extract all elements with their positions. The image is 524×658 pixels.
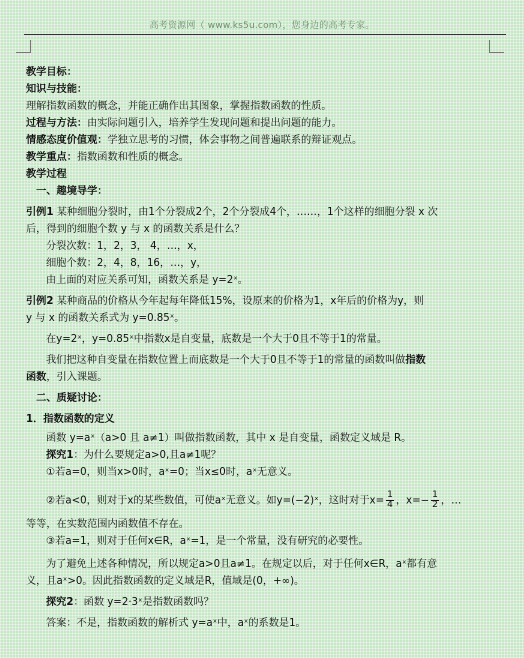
line-text: 等等，在实数范围内函数值不存在。 xyxy=(26,519,189,530)
line-text: 教学过程 xyxy=(26,169,67,180)
doc-line xyxy=(26,352,512,369)
line-emphasis: 指数 xyxy=(405,355,426,366)
line-label: 过程与方法： xyxy=(26,118,88,129)
line-text: ②若a<0，则对于x的某些数值，可使aˣ无意义。如y=(−2)ˣ，这时对于x= xyxy=(46,495,385,507)
margin-corner-right xyxy=(489,40,504,53)
doc-line xyxy=(26,98,512,115)
header-rule xyxy=(24,34,506,35)
doc-line xyxy=(26,293,512,310)
header-banner: 高考资源网（ www.ks5u.com），您身边的高考专家。 xyxy=(149,21,375,31)
fraction: $\frac{1}{4}$ xyxy=(387,490,393,510)
doc-line xyxy=(26,238,512,255)
line-text: 某种细胞分裂时，由1个分裂成2个，2个分裂成4个，……，1个这样的细胞分裂 x 次 xyxy=(53,207,438,218)
line-text: ，引入课题。 xyxy=(46,372,108,383)
document-body xyxy=(26,64,512,632)
doc-line xyxy=(26,183,512,200)
doc-line xyxy=(26,115,512,132)
line-text: 由上面的对应关系可知，函数关系是 y=2ˣ。 xyxy=(46,275,248,286)
doc-line xyxy=(26,369,512,386)
line-text: 我们把这种自变量在指数位置上而底数是一个大于0且不等于1的常量的函数叫做 xyxy=(46,355,406,366)
line-text: 指数函数和性质的概念。 xyxy=(76,152,189,163)
line-text: 细胞个数：2，4，8，16，…，y， xyxy=(46,258,207,269)
doc-line xyxy=(26,81,512,98)
line-label: 函数 xyxy=(26,372,47,383)
line-text: ，x=− xyxy=(395,495,430,507)
doc-line xyxy=(26,310,512,327)
line-text: 一、趣境导学： xyxy=(26,186,108,197)
doc-line xyxy=(26,132,512,149)
line-text: 理解指数函数的概念，并能正确作出其图象，掌握指数函数的性质。 xyxy=(26,101,332,112)
line-text: 由实际问题引入，培养学生发现问题和提出问题的能力。 xyxy=(87,118,342,129)
line-text: ①若a=0，则当x>0时，aˣ=0；当x≤0时，aˣ无意义。 xyxy=(46,467,298,478)
line-text: 知识与技能： xyxy=(26,84,88,95)
doc-line xyxy=(26,516,512,533)
doc-line xyxy=(26,556,512,573)
doc-line xyxy=(26,491,512,510)
doc-line xyxy=(26,464,512,481)
fraction: $\frac{1}{2}$ xyxy=(432,490,438,510)
line-label: 探究2 xyxy=(46,597,74,608)
line-text: 教学目标： xyxy=(26,67,77,78)
doc-line xyxy=(26,149,512,166)
line-text: ：为什么要规定a>0,且a≠1呢？ xyxy=(73,450,222,461)
line-text: 函数 y=aˣ（a>0 且 a≠1）叫做指数函数，其中 x 是自变量，函数定义域是 R。 xyxy=(46,433,412,444)
line-label: 情感态度价值观： xyxy=(26,135,108,146)
line-text: 为了避免上述各种情况，所以规定a>0且a≠1。在规定以后，对于任何x∈R，aˣ都有意 xyxy=(46,559,438,570)
line-label: 引例2 xyxy=(26,296,54,307)
line-text: 义，且aˣ>0。因此指数函数的定义域是R，值域是(0，+∞)。 xyxy=(26,576,305,587)
line-text: 1．指数函数的定义 xyxy=(26,414,115,425)
doc-line xyxy=(26,221,512,238)
doc-line xyxy=(26,615,512,632)
line-text: 二、质疑讨论： xyxy=(26,393,108,404)
margin-corner-left xyxy=(16,40,31,53)
doc-line xyxy=(26,573,512,590)
doc-line xyxy=(26,411,512,428)
line-label: 探究1 xyxy=(46,450,74,461)
line-text: ：函数 y=2·3ˣ是指数函数吗？ xyxy=(73,597,214,608)
line-label: 教学重点： xyxy=(26,152,77,163)
doc-line xyxy=(26,430,512,447)
doc-line xyxy=(26,390,512,407)
page-header xyxy=(0,0,524,40)
line-text: 分裂次数：1，2，3， 4，…，x， xyxy=(46,241,204,252)
line-text: 后，得到的细胞个数 y 与 x 的函数关系是什么？ xyxy=(26,224,245,235)
line-text: 某种商品的价格从今年起每年降低15%，设原来的价格为1，x年后的价格为y，则 xyxy=(53,296,424,307)
line-text: ③若a=1，则对于任何x∈R，aˣ=1，是一个常量，没有研究的必要性。 xyxy=(46,536,369,547)
doc-line xyxy=(26,331,512,348)
doc-line xyxy=(26,533,512,550)
doc-line xyxy=(26,166,512,183)
line-label: 引例1 xyxy=(26,207,54,218)
doc-line xyxy=(26,64,512,81)
doc-line xyxy=(26,255,512,272)
doc-line xyxy=(26,272,512,289)
doc-line xyxy=(26,594,512,611)
line-text: ，… xyxy=(440,495,462,507)
doc-line xyxy=(26,447,512,464)
line-text: 答案：不是，指数函数的解析式 y=aˣ中，aˣ的系数是1。 xyxy=(46,618,306,629)
line-text: 学独立思考的习惯，体会事物之间普遍联系的辩证观点。 xyxy=(107,135,363,146)
line-text: 在y=2ˣ，y=0.85ˣ中指数x是自变量，底数是一个大于0且不等于1的常量。 xyxy=(46,334,388,345)
line-text: y 与 x 的函数关系式为 y=0.85ˣ。 xyxy=(26,313,185,324)
doc-line xyxy=(26,204,512,221)
